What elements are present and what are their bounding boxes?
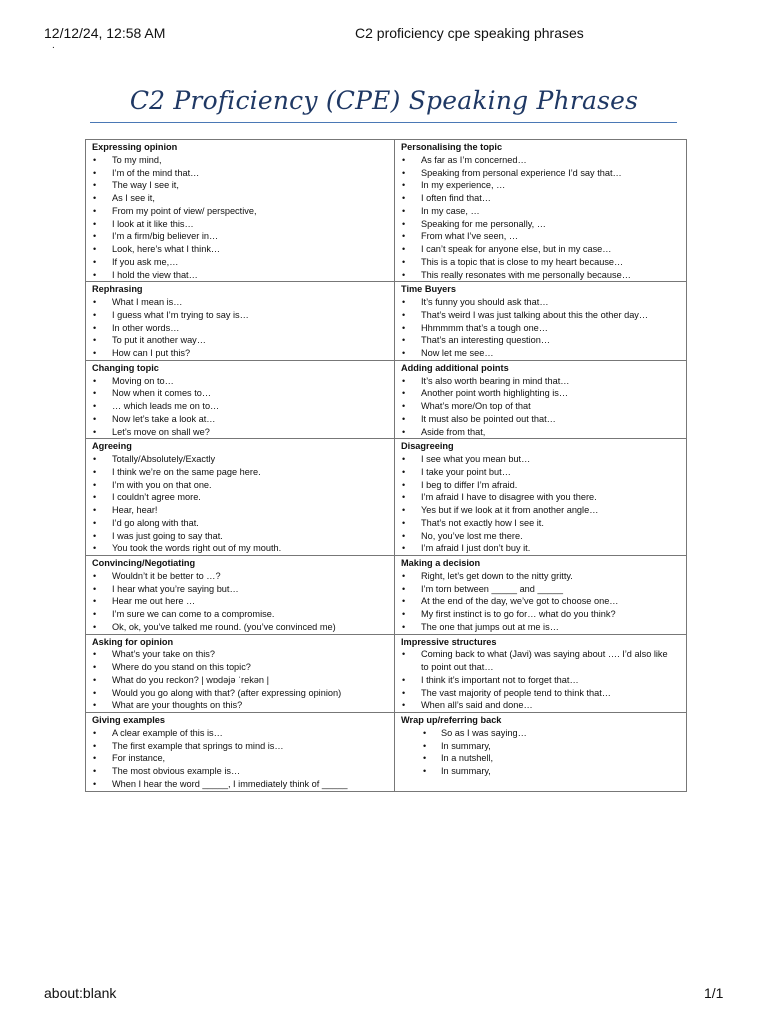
phrase-item [401, 387, 682, 400]
phrase-item [401, 504, 682, 517]
phrase-item [92, 375, 390, 388]
phrase-text-continuation: to point out that… [421, 662, 494, 672]
phrase-item [92, 179, 390, 192]
phrase-text: I’m afraid I have to disagree with you there. [421, 492, 597, 503]
phrase-item [401, 179, 682, 192]
phrase-text: Speaking for me personally, … [421, 218, 546, 229]
phrase-list [401, 453, 682, 555]
phrase-item [92, 778, 390, 791]
phrase-text: That’s not exactly how I see it. [421, 517, 544, 528]
phrase-text: What I mean is… [112, 297, 183, 307]
phrase-list [92, 154, 390, 282]
phrase-item [401, 347, 682, 360]
phrase-text: In summary, [441, 766, 491, 776]
phrase-list [401, 375, 682, 439]
section-convincing-negotiating [86, 556, 395, 635]
section-title: Agreeing [92, 441, 132, 452]
phrase-text: In my experience, … [421, 180, 506, 191]
phrase-text: Wouldn’t it be better to …? [112, 570, 221, 581]
phrase-item [401, 583, 682, 596]
phrase-item [401, 154, 682, 167]
phrase-item [401, 608, 682, 621]
phrase-text: The way I see it, [112, 180, 179, 191]
phrase-text: I hear what you’re saying but… [112, 583, 239, 594]
phrase-text: … which leads me on to… [112, 401, 220, 411]
section-personalising-the-topic [395, 140, 687, 282]
phrase-item [401, 674, 682, 687]
phrase-item [92, 243, 390, 256]
phrase-text: Moving on to… [112, 375, 174, 386]
phrase-item [401, 727, 682, 740]
phrase-item [401, 205, 682, 218]
section-changing-topic [86, 360, 395, 439]
phrase-text: Right, let’s get down to the nitty gritty. [421, 570, 573, 581]
phrase-item [92, 648, 390, 661]
phrase-text: Look, here’s what I think… [112, 244, 221, 254]
phrase-item [92, 699, 390, 712]
phrase-list [92, 453, 390, 555]
phrase-item [401, 466, 682, 479]
phrase-list [92, 727, 390, 791]
phrase-item [401, 453, 682, 466]
phrase-item [401, 243, 682, 256]
table-row [86, 634, 687, 713]
section-agreeing [86, 439, 395, 556]
phrase-text: To put it another way… [112, 335, 206, 346]
phrase-item [92, 192, 390, 205]
phrase-text: As I see it, [112, 193, 155, 203]
phrase-text: Let’s move on shall we? [112, 426, 210, 437]
phrase-text: It’s funny you should ask that… [421, 297, 549, 307]
phrase-item [401, 413, 682, 426]
section-expressing-opinion [86, 140, 395, 282]
phrase-text: I beg to differ I’m afraid. [421, 479, 518, 490]
phrase-text: Where do you stand on this topic? [112, 662, 251, 672]
section-title: Disagreeing [401, 441, 454, 452]
phrase-item [92, 608, 390, 621]
phrase-text: Now when it comes to… [112, 388, 212, 399]
phrase-item [401, 740, 682, 753]
section-title: Wrap up/referring back [401, 715, 502, 725]
section-title: Changing topic [92, 362, 159, 373]
phrase-item [401, 322, 682, 335]
phrase-item [92, 218, 390, 231]
phrase-text: I’m a firm/big believer in… [112, 231, 219, 242]
phrase-item [401, 648, 682, 674]
phrase-text: From what I’ve seen, … [421, 231, 519, 242]
phrase-item [92, 334, 390, 347]
phrase-item [92, 661, 390, 674]
phrase-text: In a nutshell, [441, 753, 494, 764]
phrase-text: I can’t speak for anyone else, but in my case… [421, 244, 612, 254]
phrase-text: I’m of the mind that… [112, 167, 200, 178]
phrases-table [85, 139, 687, 792]
phrase-text: In my case, … [421, 205, 480, 216]
phrase-item [92, 504, 390, 517]
phrase-item [401, 479, 682, 492]
phrase-item [92, 517, 390, 530]
phrase-list [401, 648, 682, 712]
section-title: Asking for opinion [92, 636, 174, 647]
phrase-text: From my point of view/ perspective, [112, 205, 257, 216]
phrase-item [92, 205, 390, 218]
phrase-item [401, 752, 682, 765]
phrase-text: What are your thoughts on this? [112, 700, 243, 711]
phrase-item [92, 595, 390, 608]
phrase-text: No, you’ve lost me there. [421, 530, 523, 541]
phrase-item [92, 570, 390, 583]
phrase-text: What’s your take on this? [112, 649, 215, 660]
phrase-text: I think it’s important not to forget that… [421, 674, 579, 685]
phrase-text: For instance, [112, 753, 166, 764]
phrase-item [401, 218, 682, 231]
phrase-text: I’m with you on that one. [112, 479, 212, 490]
phrase-text: To my mind, [112, 154, 162, 165]
phrase-item [401, 621, 682, 634]
phrase-text: The first example that springs to mind is… [112, 740, 284, 751]
phrase-item [92, 542, 390, 555]
section-rephrasing [86, 282, 395, 361]
table-row [86, 140, 687, 282]
phrase-item [92, 426, 390, 439]
phrase-list [92, 296, 390, 360]
phrase-text: You took the words right out of my mouth. [112, 543, 282, 554]
phrase-text: Now let me see… [421, 348, 494, 358]
section-title: Adding additional points [401, 362, 509, 373]
phrase-item [401, 530, 682, 543]
table-row [86, 556, 687, 635]
phrase-item [92, 230, 390, 243]
phrase-text: In other words… [112, 322, 180, 333]
section-giving-examples [86, 713, 395, 792]
phrase-text: The most obvious example is… [112, 766, 241, 776]
phrase-text: Speaking from personal experience I’d say that… [421, 167, 622, 178]
section-time-buyers [395, 282, 687, 361]
section-impressive-structures [395, 634, 687, 713]
phrase-text: I’m afraid I just don’t buy it. [421, 543, 531, 554]
phrase-text: It must also be pointed out that… [421, 413, 556, 424]
print-url: about:blank [44, 985, 117, 1001]
phrase-item [401, 687, 682, 700]
phrase-text: The vast majority of people tend to think that… [421, 687, 611, 698]
phrase-item [92, 453, 390, 466]
phrase-text: Totally/Absolutely/Exactly [112, 454, 216, 464]
phrase-text: The one that jumps out at me is… [421, 621, 559, 632]
phrase-item [401, 765, 682, 778]
phrase-item [401, 334, 682, 347]
phrase-item [401, 269, 682, 282]
phrase-text: If you ask me,… [112, 256, 179, 267]
phrase-item [92, 740, 390, 753]
phrase-text: My first instinct is to go for… what do you think? [421, 609, 616, 619]
print-page-title: C2 proficiency cpe speaking phrases [355, 25, 584, 41]
phrase-text: I often find that… [421, 193, 491, 203]
phrase-text: I think we’re on the same page here. [112, 466, 261, 477]
phrase-item [401, 296, 682, 309]
phrase-text: I’d go along with that. [112, 517, 199, 528]
phrase-item [92, 322, 390, 335]
phrase-text: As far as I’m concerned… [421, 154, 527, 165]
phrase-text: I’m sure we can come to a compromise. [112, 609, 275, 619]
phrase-item [92, 530, 390, 543]
phrase-item [401, 256, 682, 269]
document-title: C2 Proficiency (CPE) Speaking Phrases [129, 86, 639, 115]
phrase-item [92, 687, 390, 700]
phrase-text: Yes but if we look at it from another angle… [421, 505, 599, 515]
phrase-item [92, 309, 390, 322]
section-title: Personalising the topic [401, 142, 503, 152]
phrase-item [401, 309, 682, 322]
phrase-item [92, 752, 390, 765]
phrase-item [401, 375, 682, 388]
phrase-text: Hear me out here … [112, 596, 196, 607]
table-row [86, 713, 687, 792]
phrase-item [92, 583, 390, 596]
phrase-text: That’s an interesting question… [421, 335, 551, 346]
phrase-text: Another point worth highlighting is… [421, 388, 569, 399]
phrase-list [401, 727, 682, 778]
section-title: Expressing opinion [92, 142, 178, 152]
section-title: Convincing/Negotiating [92, 558, 196, 568]
phrase-text: When all’s said and done… [421, 700, 533, 711]
phrase-text: It’s also worth bearing in mind that… [421, 375, 570, 386]
phrase-item [401, 192, 682, 205]
table-row [86, 282, 687, 361]
phrase-item [401, 167, 682, 180]
phrase-text: So as I was saying… [441, 727, 527, 738]
phrase-text: I look at it like this… [112, 218, 194, 229]
phrase-item [401, 699, 682, 712]
phrase-text: I was just going to say that. [112, 530, 223, 541]
table-row [86, 439, 687, 556]
phrase-text: How can I put this? [112, 348, 191, 358]
print-page-count: 1/1 [704, 985, 724, 1001]
phrase-text: In summary, [441, 740, 491, 751]
phrase-text: I see what you mean but… [421, 454, 531, 464]
phrase-item [401, 491, 682, 504]
section-making-a-decision [395, 556, 687, 635]
phrase-text: Aside from that, [421, 426, 486, 437]
phrase-text: What do you reckon? | wɒdəjə ˈrekən | [112, 674, 269, 685]
phrase-text: Would you go along with that? (after expressing opinion) [112, 687, 342, 698]
phrase-text: Hhmmmm that’s a tough one… [421, 322, 548, 333]
phrase-list [92, 648, 390, 712]
phrase-item [401, 570, 682, 583]
phrase-text: This really resonates with me personally because… [421, 269, 631, 280]
phrase-item [401, 400, 682, 413]
phrase-item [92, 256, 390, 269]
phrase-text: A clear example of this is… [112, 727, 223, 738]
phrase-text: Coming back to what (Javi) was saying about …. I’d also like [421, 649, 668, 660]
phrase-text: Ok, ok, you’ve talked me round. (you’ve convinced me) [112, 621, 336, 632]
phrase-list [92, 570, 390, 634]
phrase-text: I guess what I’m trying to say is… [112, 309, 249, 320]
phrase-text: I take your point but… [421, 466, 511, 477]
section-title: Giving examples [92, 715, 166, 725]
phrase-text: This is a topic that is close to my heart because… [421, 256, 624, 267]
phrase-text: Hear, hear! [112, 505, 158, 515]
phrase-item [92, 727, 390, 740]
phrase-item [401, 595, 682, 608]
phrase-item [92, 269, 390, 282]
phrase-item [92, 413, 390, 426]
phrase-text: At the end of the day, we’ve got to choose one… [421, 596, 619, 607]
title-underline [90, 122, 677, 123]
section-asking-for-opinion [86, 634, 395, 713]
phrase-list [401, 570, 682, 634]
section-title: Making a decision [401, 558, 481, 568]
phrase-item [401, 517, 682, 530]
section-wrap-up-referring-back [395, 713, 687, 792]
phrase-item [401, 542, 682, 555]
phrase-text: Now let’s take a look at… [112, 413, 216, 424]
table-row [86, 360, 687, 439]
phrase-list [401, 296, 682, 360]
section-adding-additional-points [395, 360, 687, 439]
stray-dot: . [52, 40, 55, 51]
section-title: Time Buyers [401, 284, 456, 295]
phrase-text: That’s weird I was just talking about this the other day… [421, 309, 649, 320]
phrase-list [92, 375, 390, 439]
phrase-list [401, 154, 682, 282]
phrase-item [92, 154, 390, 167]
phrases-table-body [86, 140, 687, 792]
phrase-item [92, 674, 390, 687]
section-title: Rephrasing [92, 284, 143, 295]
phrase-item [92, 479, 390, 492]
phrase-item [92, 491, 390, 504]
phrase-text: When I hear the word _____, I immediately think of _____ [112, 778, 348, 789]
phrase-item [92, 167, 390, 180]
phrase-item [92, 466, 390, 479]
phrase-item [92, 765, 390, 778]
phrase-text: I’m torn between _____ and _____ [421, 583, 564, 594]
phrase-item [92, 347, 390, 360]
phrase-item [401, 230, 682, 243]
section-disagreeing [395, 439, 687, 556]
phrase-item [92, 621, 390, 634]
phrase-item [401, 426, 682, 439]
phrase-text: I hold the view that… [112, 269, 198, 280]
section-title: Impressive structures [401, 636, 497, 647]
print-datetime: 12/12/24, 12:58 AM [44, 25, 166, 41]
phrase-item [92, 387, 390, 400]
phrase-text: I couldn’t agree more. [112, 492, 201, 503]
phrase-text: What’s more/On top of that [421, 401, 531, 411]
phrase-item [92, 296, 390, 309]
phrase-item [92, 400, 390, 413]
